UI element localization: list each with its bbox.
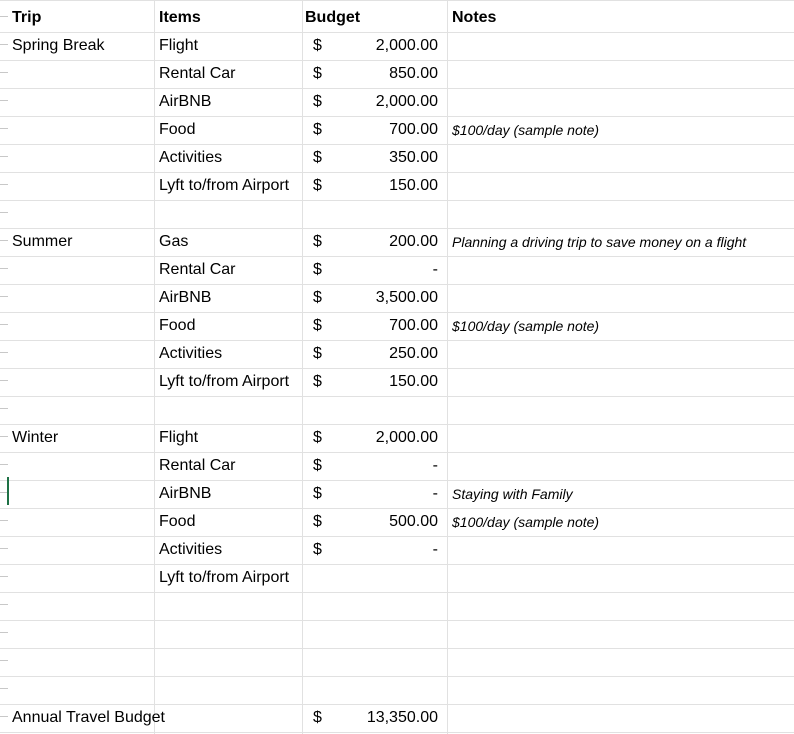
header-trip[interactable]: Trip [12,9,42,26]
budget-amount[interactable]: 2,000.00 [375,429,438,446]
item-name[interactable]: Gas [159,233,189,250]
budget-amount[interactable]: 700.00 [389,121,438,138]
item-name[interactable]: Lyft to/from Airport [159,373,290,390]
budget-amount[interactable]: - [432,541,438,558]
item-name[interactable]: Flight [159,429,199,446]
currency-symbol[interactable]: $ [313,37,322,54]
row-edge-tick [0,604,8,605]
header-items[interactable]: Items [159,9,201,26]
currency-symbol[interactable]: $ [313,289,322,306]
row-edge-tick [0,688,8,689]
row-gridline [0,396,794,397]
row-edge-tick [0,632,8,633]
header-notes[interactable]: Notes [452,9,497,26]
note-text[interactable]: $100/day (sample note) [452,122,600,138]
trip-name[interactable]: Summer [12,233,73,250]
budget-amount[interactable]: 700.00 [389,317,438,334]
table-row [0,312,794,340]
budget-amount[interactable]: 150.00 [389,373,438,390]
item-name[interactable]: Flight [159,37,199,54]
header-row [0,4,794,32]
currency-symbol[interactable]: $ [313,429,322,446]
budget-amount[interactable]: 200.00 [389,233,438,250]
currency-symbol[interactable]: $ [313,457,322,474]
row-gridline [0,676,794,677]
item-name[interactable]: Lyft to/from Airport [159,569,290,586]
trip-name[interactable]: Spring Break [12,37,105,54]
currency-symbol[interactable]: $ [313,373,322,390]
budget-amount[interactable]: 2,000.00 [375,37,438,54]
table-row [0,116,794,144]
currency-symbol[interactable]: $ [313,65,322,82]
item-name[interactable]: Rental Car [159,457,236,474]
currency-symbol[interactable]: $ [313,177,322,194]
row-gridline [0,732,794,733]
budget-amount[interactable]: 3,500.00 [375,289,438,306]
table-row [0,88,794,116]
item-name[interactable]: AirBNB [159,93,212,110]
row-gridline [0,0,794,1]
currency-symbol[interactable]: $ [313,233,322,250]
item-name[interactable]: Activities [159,541,223,558]
budget-amount[interactable]: - [432,485,438,502]
item-name[interactable]: AirBNB [159,485,212,502]
currency-symbol[interactable]: $ [313,345,322,362]
table-row [0,368,794,396]
budget-amount[interactable]: 250.00 [389,345,438,362]
total-row [0,704,794,732]
item-name[interactable]: Rental Car [159,261,236,278]
row-gridline [0,620,794,621]
currency-symbol[interactable]: $ [313,261,322,278]
row-edge-tick [0,408,8,409]
currency-symbol[interactable]: $ [313,317,322,334]
table-row [0,32,794,60]
budget-amount[interactable]: 500.00 [389,513,438,530]
total-label[interactable]: Annual Travel Budget [12,709,165,726]
table-row [0,480,794,508]
currency-symbol[interactable]: $ [313,121,322,138]
item-name[interactable]: Activities [159,345,223,362]
row-gridline [0,648,794,649]
item-name[interactable]: Activities [159,149,223,166]
currency-symbol[interactable]: $ [313,485,322,502]
item-name[interactable]: Food [159,317,196,334]
table-row [0,60,794,88]
budget-amount[interactable]: 350.00 [389,149,438,166]
table-row [0,284,794,312]
currency-symbol[interactable]: $ [313,513,322,530]
row-gridline [0,592,794,593]
item-name[interactable]: AirBNB [159,289,212,306]
trip-name[interactable]: Winter [12,429,59,446]
note-text[interactable]: $100/day (sample note) [452,318,600,334]
budget-amount[interactable]: - [432,261,438,278]
note-text[interactable]: Staying with Family [452,486,573,502]
row-gridline [0,200,794,201]
table-row [0,228,794,256]
item-name[interactable]: Rental Car [159,65,236,82]
item-name[interactable]: Food [159,121,196,138]
table-row [0,536,794,564]
table-row [0,564,794,592]
item-name[interactable]: Lyft to/from Airport [159,177,290,194]
table-row [0,508,794,536]
budget-amount[interactable]: 150.00 [389,177,438,194]
total-amount[interactable]: 13,350.00 [366,709,438,726]
table-row [0,452,794,480]
item-name[interactable]: Food [159,513,196,530]
row-edge-tick [0,212,8,213]
table-row [0,144,794,172]
note-text[interactable]: Planning a driving trip to save money on a flight [452,234,747,250]
total-currency[interactable]: $ [313,709,322,726]
table-row [0,340,794,368]
table-row [0,424,794,452]
budget-amount[interactable]: 2,000.00 [375,93,438,110]
table-row [0,172,794,200]
row-edge-tick [0,660,8,661]
note-text[interactable]: $100/day (sample note) [452,514,600,530]
currency-symbol[interactable]: $ [313,541,322,558]
budget-amount[interactable]: - [432,457,438,474]
currency-symbol[interactable]: $ [313,149,322,166]
budget-amount[interactable]: 850.00 [389,65,438,82]
currency-symbol[interactable]: $ [313,93,322,110]
header-budget[interactable]: Budget [305,9,361,26]
table-row [0,256,794,284]
